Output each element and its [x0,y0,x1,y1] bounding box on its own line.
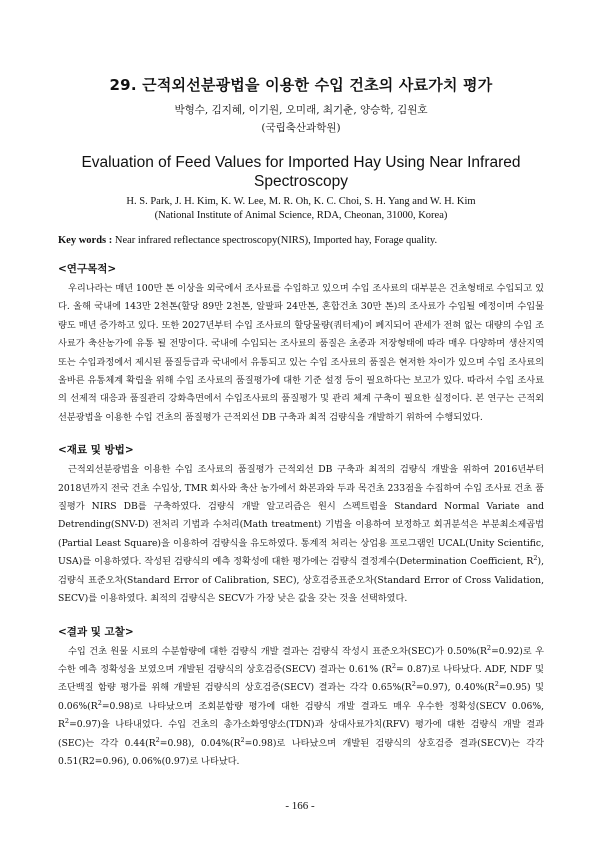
section-heading-methods: <재료 및 방법> [58,444,134,457]
title-korean: 29. 근적외선분광법을 이용한 수입 건초의 사료가치 평가 [109,76,493,94]
results-text-4: =0.97), 0.40%(R [415,682,495,694]
results-sup-6: 2 [64,717,70,726]
section-heading-purpose: <연구목적> [58,263,117,275]
methods-text-1: 근적외선분광법을 이용한 수입 조사료의 품질평가 근적외선 DB 구축과 최적의 검량식 개발을 위하여 2016년부터 2018년까지 전국 건초 수입상, TMR 회사와 축산 농가에서 화본과와 두과 목건초 233점을 수집하여 수입 조사료 건초 품질평가 NIRS DB를 구축하였다. 검량식 개발 알고리즘은 원시 스펙트럼을 Standard Normal Variate and Detrending(SNV-D) 전처리 기법과 수처리(Math treatment) 기법을 이용하여 보정하고 회귀분석은 부분최소제곱법(Partial Least Square)을 이용하여 검량식을 유도하였다. 통계적 처리는 상업용 프로그램인 UCAL(Unity Scientific, USA)를 이용하였다. 작성된 검량식의 예측 정확성에 대한 평가에는 검량식 결정계수(Determination Coefficient, R [58,464,544,568]
results-text-5: =0.95) 및 0.06%(R [58,682,544,712]
keywords-label: Key words : [58,235,113,246]
results-text-2: =0.92)로 우수한 예측 정확성을 보였으며 개발된 검량식의 상호검증(SECV) 결과는 0.61% (R [58,645,545,675]
results-sup-3: 2 [411,680,416,689]
results-text-3: = 0.87)로 나타났다. ADF, NDF 및 조단백질 함량 평가를 위해 개발된 검량식의 상호검증(SECV) 결과는 각각 0.65%(R [58,663,545,694]
results-sup-7: 2 [155,735,160,744]
results-sup-5: 2 [97,698,102,707]
methods-text-2: ), 검량식 표준오차(Standard Error of Calibration, SEC), 상호검증표준오차(Standard Error of Cross Validation, SECV)를 이용하였다. 최적의 검량식은 SECV가 가장 낮은 값을 갖는 것을 선택하였다. [58,556,544,605]
page-number: - 166 - [285,800,315,812]
results-text-9: =0.98)로 나타났으며 개발된 검량식의 상호검증 결과(SECV)는 각각 0.51(R2=0.96), 0.06%(0.97)로 나타났다. [58,737,544,767]
results-sup-4: 2 [494,680,499,689]
results-sup-2: 2 [391,661,397,670]
institution-english: (National Institute of Animal Science, RDA, Cheonan, 31000, Korea) [154,210,448,221]
section-heading-results: <결과 및 고찰> [58,625,134,638]
authors-korean: 박형수, 김지혜, 이기원, 오미래, 최기춘, 양승학, 김원호 [174,104,428,116]
keywords [58,235,544,246]
results-text-6: =0.98)로 나타났으며 조회분함량 평가에 대한 검량식 개발 결과도 매우 우수한 정확성(SECV 0.06%, R [58,700,544,731]
section-body-purpose: 우리나라는 매년 100만 톤 이상을 외국에서 조사료를 수입하고 있으며 수입 조사료의 대부분은 건초형태로 수입되고 있다. 올해 국내에 143만 2천톤(할당 89만 2천톤, 알팔파 24만톤, 혼합건초 30만 톤)의 조사료가 수입될 예정이며 수입물량도 매년 증가하고 있다. 또한 2027년부터 수입 조사료의 할당물량(쿼터제)이 폐지되어 관세가 전혀 없는 대량의 수입 조사료가 축산농가에 유통 될 전망이다. 국내에 수입되는 조사료의 품질은 초종과 저장형태에 따라 매우 다양하며 생산지역 또는 수입과정에서 제시된 품질등급과 국내에서 유통되고 있는 수입 조사료의 품질은 현저한 차이가 있으며 수입 조사료의 올바른 유통체계 확립을 위해 수입 조사료의 품질평가에 대한 기준 설정 등이 필요하다는 보고가 있다. 따라서 수입 조사료의 선제적 대응과 품질관리 강화측면에서 수입조사료의 품질평가 및 관리 체계 구축이 필요한 실정이다. 본 연구는 근적외선분광법을 이용한 수입 건초의 품질평가 근적외선 DB 구축과 최적 검량식을 개발하기 위하여 수행되었다. [58,283,544,423]
results-text-8: =0.98), 0.04%(R [159,737,241,749]
authors-english: H. S. Park, J. H. Kim, K. W. Lee, M. R. Oh, K. C. Choi, S. H. Yang and W. H. Kim [126,196,476,207]
section-body-results [58,643,544,772]
institution-korean: (국립축산과학원) [261,122,341,134]
methods-sup-1: 2 [533,554,538,563]
section-body-methods [58,461,544,608]
results-sup-8: 2 [240,735,245,744]
paper-page [58,74,544,771]
results-text-1: 수입 건초 원물 시료의 수분함량에 대한 검량식 개발 결과는 검량식 작성시 표준오차(SEC)가 0.50%(R [68,645,487,657]
results-text-7: =0.97)을 나타내었다. 수입 건초의 총가소화영양소(TDN)과 상대사료가치(RFV) 평가에 대한 검량식 개발 결과(SEC)는 각각 0.44(R [58,719,544,749]
results-sup-1: 2 [486,643,492,652]
keywords-text: Near infrared reflectance spectroscopy(NIRS), Imported hay, Forage quality. [114,235,438,246]
title-english: Evaluation of Feed Values for Imported Hay Using Near Infrared Spectroscopy [81,154,521,190]
